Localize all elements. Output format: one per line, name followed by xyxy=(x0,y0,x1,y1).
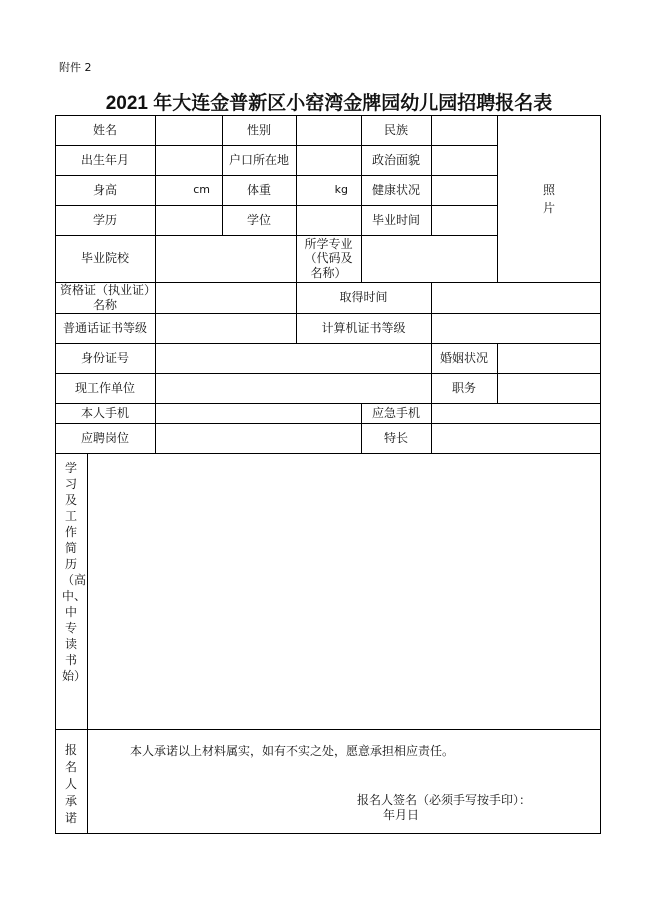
ethnicity-field[interactable] xyxy=(431,115,497,145)
signature-label: 报名人签名（必须手写按手印）： xyxy=(357,793,532,807)
label-pledge: 报名人承诺 xyxy=(64,743,77,825)
label-applied-post: 应聘岗位 xyxy=(80,430,129,445)
emergency-field[interactable] xyxy=(431,403,601,423)
label-photo: 照片 xyxy=(542,182,555,215)
birth-field[interactable] xyxy=(155,145,222,175)
height-field[interactable] xyxy=(155,175,222,205)
label-id: 身份证号 xyxy=(80,350,129,365)
applied-post-field[interactable] xyxy=(155,423,361,453)
label-weight: 体重 xyxy=(246,182,271,197)
label-gender: 性别 xyxy=(246,122,271,137)
label-health: 健康状况 xyxy=(371,182,420,197)
computer-field[interactable] xyxy=(431,313,601,343)
label-school: 毕业院校 xyxy=(80,251,129,266)
specialty-field[interactable] xyxy=(431,423,601,453)
weight-field[interactable] xyxy=(296,175,361,205)
label-degree: 学位 xyxy=(246,212,271,227)
label-employer: 现工作单位 xyxy=(74,380,135,395)
label-major: 所学专业（代码及名称） xyxy=(304,236,353,280)
weight-unit: kg xyxy=(334,183,348,197)
label-mobile: 本人手机 xyxy=(80,405,129,420)
major-field[interactable] xyxy=(361,235,497,282)
label-hukou: 户口所在地 xyxy=(228,152,289,167)
label-marital: 婚姻状况 xyxy=(439,350,488,365)
marital-field[interactable] xyxy=(497,343,601,373)
grad-time-field[interactable] xyxy=(431,205,497,235)
height-unit: cm xyxy=(193,183,210,197)
degree-field[interactable] xyxy=(296,205,361,235)
obtain-time-field[interactable] xyxy=(431,282,601,313)
form-title: 2021 年大连金普新区小窑湾金牌园幼儿园招聘报名表 xyxy=(105,93,553,114)
label-emergency: 应急手机 xyxy=(371,405,420,420)
label-obtain-time: 取得时间 xyxy=(339,290,388,305)
label-birth: 出生年月 xyxy=(80,152,129,167)
cert-field[interactable] xyxy=(155,282,296,313)
label-education: 学历 xyxy=(92,212,117,227)
label-cert: 资格证（执业证）名称 xyxy=(59,283,150,312)
label-computer: 计算机证书等级 xyxy=(321,320,406,335)
name-field[interactable] xyxy=(155,115,222,145)
date-label: 年月日 xyxy=(383,808,420,822)
photo-box[interactable] xyxy=(497,115,601,282)
label-specialty: 特长 xyxy=(383,430,408,445)
label-position: 职务 xyxy=(451,380,476,395)
position-field[interactable] xyxy=(497,373,601,403)
hukou-field[interactable] xyxy=(296,145,361,175)
mandarin-field[interactable] xyxy=(155,313,296,343)
gender-field[interactable] xyxy=(296,115,361,145)
label-grad-time: 毕业时间 xyxy=(371,212,420,227)
label-ethnicity: 民族 xyxy=(383,122,408,137)
mobile-field[interactable] xyxy=(155,403,361,423)
attachment-label: 附件 2 xyxy=(59,61,92,74)
label-resume: 学习及工作简历（高中、中专读书始） xyxy=(62,461,87,683)
resume-field[interactable] xyxy=(87,453,601,729)
political-field[interactable] xyxy=(431,145,497,175)
label-mandarin: 普通话证书等级 xyxy=(62,320,147,335)
pledge-text: 本人承诺以上材料属实，如有不实之处，愿意承担相应责任。 xyxy=(130,744,455,758)
employer-field[interactable] xyxy=(155,373,431,403)
label-height: 身高 xyxy=(92,182,117,197)
health-field[interactable] xyxy=(431,175,497,205)
education-field[interactable] xyxy=(155,205,222,235)
label-name: 姓名 xyxy=(92,122,117,137)
school-field[interactable] xyxy=(155,235,296,282)
label-political: 政治面貌 xyxy=(371,152,420,167)
id-field[interactable] xyxy=(155,343,431,373)
